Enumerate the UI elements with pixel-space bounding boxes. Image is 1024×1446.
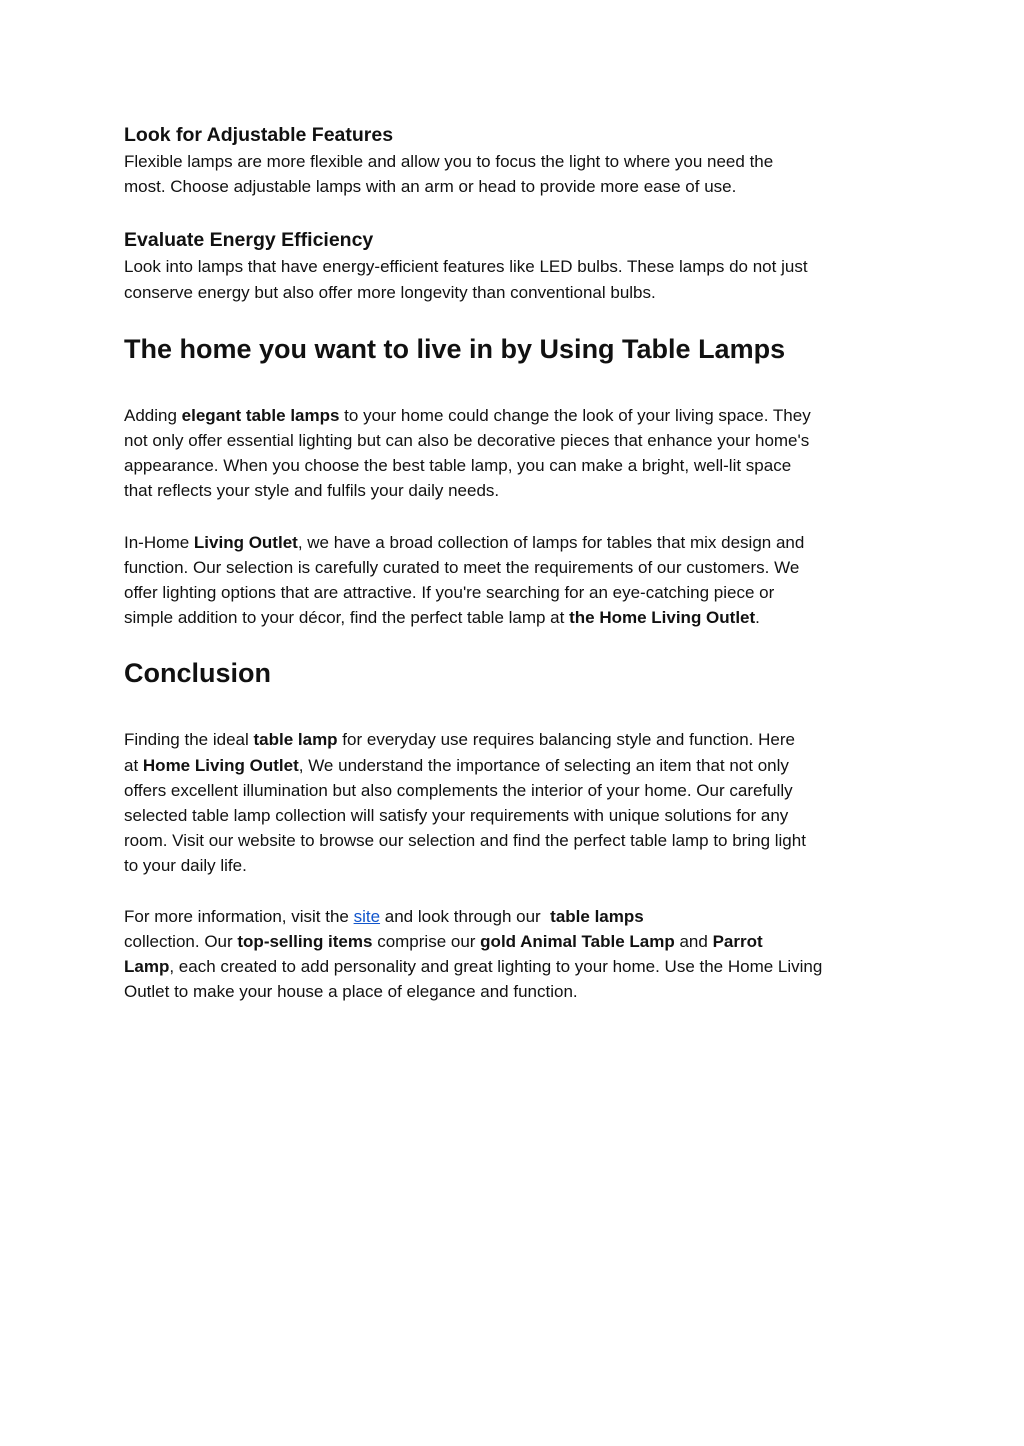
site-link[interactable]: site [353, 906, 381, 926]
section-home-table-lamps [124, 332, 904, 631]
text-line [124, 605, 904, 630]
text-line: not only offer essential lighting but can also be decorative pieces that enhance your home's [124, 431, 810, 451]
paragraph-adjustable-line-1: Flexible lamps are more flexible and allow you to focus the light to where you need the [124, 152, 774, 171]
bold-text: table lamps [550, 906, 644, 926]
section-conclusion [124, 656, 904, 1004]
text-line [124, 727, 904, 752]
heading-energy-efficiency: Evaluate Energy Efficiency [124, 229, 374, 252]
text-line [124, 530, 904, 555]
text-run: comprise our [372, 931, 481, 951]
text-line [124, 403, 904, 428]
text-run: Finding the ideal [124, 730, 254, 750]
bold-text: elegant table lamps [181, 405, 340, 425]
paragraph-conclusion-1 [124, 727, 904, 878]
paragraph-energy-line-2: conserve energy but also offer more longevity than conventional bulbs. [124, 282, 656, 302]
text-line [124, 904, 904, 929]
bold-text: Living Outlet [193, 532, 298, 552]
text-line: that reflects your style and fulfils your daily needs. [124, 481, 500, 501]
text-run: , We understand the importance of selecting an item that not only [298, 755, 789, 775]
text-line [124, 929, 904, 954]
text-line: function. Our selection is carefully curated to meet the requirements of our customers. We [124, 557, 800, 577]
text-line: offer lighting options that are attractive. If you're searching for an eye-catching piece or [124, 583, 775, 603]
text-line: selected table lamp collection will satisfy your requirements with unique solutions for any [124, 806, 789, 826]
text-run: In-Home [124, 532, 194, 552]
bold-text: gold Animal Table Lamp [480, 931, 675, 951]
text-run: simple addition to your décor, find the perfect table lamp at [124, 608, 570, 628]
bold-text: Home Living Outlet [142, 755, 299, 775]
text-line: offers excellent illumination but also complements the interior of your home. Our carefully [124, 780, 793, 800]
text-run: for everyday use requires balancing style and function. Here [337, 730, 795, 750]
bold-text: table lamp [253, 730, 338, 750]
text-line: Outlet to make your house a place of elegance and function. [124, 982, 578, 1002]
heading-conclusion: Conclusion [124, 658, 271, 689]
heading-adjustable-features: Look for Adjustable Features [124, 124, 394, 146]
paragraph-energy-line-1: Look into lamps that have energy-efficient features like LED bulbs. These lamps do not just [124, 257, 808, 277]
text-run: and look through our [380, 906, 551, 926]
text-run: , we have a broad collection of lamps for tables that mix design and [297, 532, 805, 552]
bold-text: the Home Living Outlet [569, 608, 756, 628]
text-run: . [755, 608, 760, 628]
paragraph-conclusion-2 [124, 904, 904, 1005]
text-run: collection. Our [124, 931, 238, 951]
text-line: appearance. When you choose the best table lamp, you can make a bright, well-lit space [124, 456, 792, 476]
paragraph-adjustable-line-2: most. Choose adjustable lamps with an arm or head to provide more ease of use. [124, 177, 737, 197]
text-run: to your home could change the look of your living space. They [339, 405, 811, 425]
bold-text: top-selling items [237, 931, 373, 951]
text-line: to your daily life. [124, 856, 247, 876]
text-run: at [124, 755, 143, 775]
section-adjustable-features [124, 122, 904, 199]
heading-home-table-lamps: The home you want to live in by Using Table Lamps [124, 333, 786, 364]
paragraph-living-outlet [124, 530, 904, 631]
bold-text: Lamp [124, 957, 170, 977]
text-line [124, 954, 904, 979]
text-run: , each created to add personality and great lighting to your home. Use the Home Living [169, 957, 823, 977]
text-line: room. Visit our website to browse our selection and find the perfect table lamp to bring light [124, 831, 806, 851]
text-run: Adding [124, 405, 182, 425]
document-page [124, 122, 904, 1004]
text-line [124, 753, 904, 778]
paragraph-adding-lamps [124, 403, 904, 504]
bold-text: Parrot [712, 931, 763, 951]
text-run: For more information, visit the [124, 906, 354, 926]
text-run: and [674, 931, 713, 951]
section-energy-efficiency [124, 227, 904, 304]
